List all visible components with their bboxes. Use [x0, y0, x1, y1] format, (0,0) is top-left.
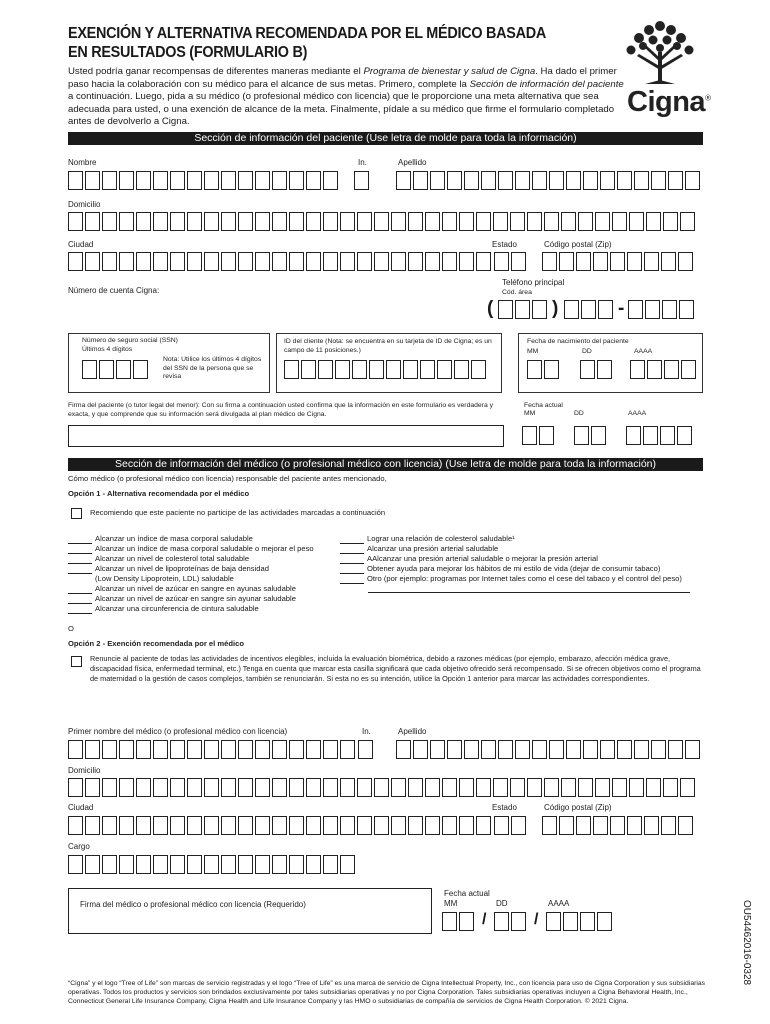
list-item[interactable]: Alcanzar una circunferencia de cintura saludable	[68, 604, 314, 614]
patient-initial-label: In.	[358, 158, 367, 167]
patient-zip-label: Código postal (Zip)	[544, 240, 612, 249]
physician-signature-field[interactable]	[68, 888, 432, 934]
option2-title: Opción 2 - Exención recomendada por el médico	[68, 639, 244, 648]
physician-address-field[interactable]	[68, 778, 697, 797]
physician-last-name-label: Apellido	[398, 727, 427, 736]
list-item[interactable]: Alcanzar un nivel de lipoproteínas de baja densidad	[68, 564, 314, 574]
option1-title: Opción 1 - Alternativa recomendada por el médico	[68, 489, 250, 498]
physician-state-label: Estado	[492, 803, 517, 812]
patient-initial-field[interactable]	[354, 171, 371, 190]
logo-wordmark: Cigna	[627, 86, 706, 118]
physician-title-label: Cargo	[68, 842, 90, 851]
dob-day-field[interactable]	[580, 360, 614, 379]
other-description-line[interactable]	[368, 592, 690, 593]
list-item[interactable]: Alcanzar un nivel de azúcar en sangre sin ayunar saludable	[68, 594, 314, 604]
list-item[interactable]: Lograr una relación de colesterol saludable¹	[340, 534, 682, 544]
physician-first-name-label: Primer nombre del médico (o profesional médico con licencia)	[68, 727, 288, 736]
dob-month-field[interactable]	[527, 360, 561, 379]
list-item[interactable]: Alcanzar un nivel de azúcar en sangre en ayunas saludable	[68, 584, 314, 594]
legal-footer: “Cigna” y el logo “Tree of Life” son marcas de servicio registradas y el logo “Tree of Life” es una marca de servicio de Cigna Intellectual Property, Inc., con licencia para uso de Cigna Corporation y sus subsidiarias operativas. Todos los productos y servicios son brindados exclusivamente por tales subsidiarias operativas y no por Cigna Corporation. Tales subsidiarias operativas incluyen a Cigna Behavioral Health, Inc., Connecticut General Life Insurance Company, Cigna Health and Life Insurance Company y las HMO o subsidiarias de compañía de servicios de Cigna Health Corporation. © 2021 Cigna.	[68, 980, 706, 1005]
patient-state-field[interactable]	[494, 252, 528, 271]
patient-zip-field[interactable]	[542, 252, 695, 271]
ssn-last4-field[interactable]	[82, 360, 150, 379]
intro-paragraph: Usted podría ganar recompensas de diferentes maneras mediante el Programa de bienestar y salud de Cigna. Ha dado el primer paso hacia la colaboración con su médico para el alcance de sus metas. Primero, complete la Sección de información del paciente a continuación. Luego, pida a su médico (o profesional médico con licencia) que le proporcione una meta alternativa que sea adecuada para usted, o una exención de alcance de la meta. Finalmente, pídale a su médico que firme el formulario completado antes de devolverlo a Cigna.	[68, 66, 624, 128]
physician-lead-text: Cómo médico (o profesional médico con licencia) responsable del paciente antes mencionado,	[68, 474, 387, 483]
physician-date-month-field[interactable]	[442, 912, 476, 931]
option1-left-list	[68, 534, 314, 614]
patient-phone-label: Teléfono principal	[502, 278, 565, 287]
client-id-field[interactable]	[284, 360, 488, 379]
patient-city-field[interactable]	[68, 252, 493, 271]
patient-first-name-field[interactable]	[68, 171, 340, 190]
patient-last-name-field[interactable]	[396, 171, 702, 190]
physician-title-field[interactable]	[68, 855, 357, 874]
dob-label: Fecha de nacimiento del paciente	[527, 338, 629, 345]
physician-zip-label: Código postal (Zip)	[544, 803, 612, 812]
patient-address-field[interactable]	[68, 212, 697, 231]
physician-zip-field[interactable]	[542, 816, 695, 835]
physician-initial-field[interactable]	[358, 740, 375, 759]
ssn-label: Número de seguro social (SSN)	[82, 337, 178, 344]
list-item[interactable]: Alcanzar una presión arterial saludable	[340, 544, 682, 554]
physician-address-label: Domicilio	[68, 766, 101, 775]
list-item[interactable]: Alcanzar un índice de masa corporal saludable o mejorar el peso	[68, 544, 314, 554]
patient-date-month-field[interactable]	[522, 426, 556, 445]
patient-date-year-field[interactable]	[626, 426, 694, 445]
physician-city-label: Ciudad	[68, 803, 94, 812]
patient-signature-text: Firma del paciente (o tutor legal del menor): Con su firma a continuación usted confirma que la información en este formulario es verdadera y exacta, y que comprende que su información será divulgada al plan médico de Cigna.	[68, 402, 494, 418]
patient-date-day-field[interactable]	[574, 426, 608, 445]
patient-address-label: Domicilio	[68, 200, 101, 209]
ssn-note: Nota: Utilice los últimos 4 dígitos del SSN de la persona que se revisa	[163, 356, 262, 381]
list-item[interactable]: Alcanzar un nivel de colesterol total saludable	[68, 554, 314, 564]
patient-date-label: Fecha actual	[524, 402, 563, 409]
list-item: (Low Density Lipoprotein, LDL) saludable	[95, 574, 234, 583]
or-separator: O	[68, 624, 74, 633]
list-item[interactable]: AAlcanzar una presión arterial saludable o mejorar la presión arterial	[340, 554, 682, 564]
physician-state-field[interactable]	[494, 816, 528, 835]
option2-checkbox[interactable]	[71, 656, 82, 667]
dob-year-field[interactable]	[630, 360, 698, 379]
patient-first-name-label: Nombre	[68, 158, 97, 167]
option2-text: Renuncie al paciente de todas las actividades de incentivos elegibles, incluida la evaluación biométrica, debido a razones médicas (por ejemplo, embarazo, afección médica grave, discapacidad física, enfermedad terminal, etc.) Tenga en cuenta que marcar esta casilla significará que cada objetivo ofrecido será recompensado. Si se ofrecen objetivos como el programa de maternidad o la gestión de casos complejos, también se renunciarán. Si esta no es su intención, utilice la Opción 1 anterior para marcar las actividades correspondientes.	[90, 654, 701, 683]
form-code: OU54462016-0328	[741, 900, 752, 986]
patient-account-label: Número de cuenta Cigna:	[68, 286, 160, 295]
list-item[interactable]: Obtener ayuda para mejorar los hábitos de mi estilo de vida (dejar de consumir tabaco)	[340, 564, 682, 574]
option1-right-list	[340, 534, 682, 584]
cigna-logo: Cigna®	[625, 18, 703, 122]
physician-initial-label: In.	[362, 727, 371, 736]
physician-date-label: Fecha actual	[444, 889, 490, 898]
patient-state-label: Estado	[492, 240, 517, 249]
list-item[interactable]: Alcanzar un índice de masa corporal saludable	[68, 534, 314, 544]
tree-of-life-icon	[625, 18, 695, 84]
physician-last-name-field[interactable]	[396, 740, 702, 759]
patient-city-label: Ciudad	[68, 240, 94, 249]
option1-checkbox-label: Recomiendo que este paciente no participe de las actividades marcadas a continuación	[90, 508, 386, 517]
client-id-label: ID del cliente (Nota: se encuentra en su tarjeta de ID de Cigna; es un campo de 11 posiciones.)	[284, 338, 492, 354]
physician-signature-label: Firma del médico o profesional médico con licencia (Requerido)	[80, 900, 306, 909]
physician-section-header: Sección de información del médico (o profesional médico con licencia) (Use letra de molde para toda la información)	[68, 458, 703, 471]
list-item[interactable]: Otro (por ejemplo: programas por Internet tales como el cese del tabaco y el control del peso)	[340, 574, 682, 584]
physician-city-field[interactable]	[68, 816, 493, 835]
physician-date-day-field[interactable]	[494, 912, 528, 931]
option1-checkbox[interactable]	[71, 508, 82, 519]
form-title: EXENCIÓN Y ALTERNATIVA RECOMENDADA POR EL MÉDICO BASADA EN RESULTADOS (FORMULARIO B)	[68, 25, 547, 61]
patient-phone-prefix-field[interactable]	[564, 300, 615, 319]
patient-phone-line-field[interactable]	[628, 300, 696, 319]
patient-last-name-label: Apellido	[398, 158, 427, 167]
physician-date-year-field[interactable]	[546, 912, 614, 931]
physician-first-name-field[interactable]	[68, 740, 357, 759]
ssn-last4-label: Últimos 4 dígitos	[82, 346, 133, 353]
patient-area-code-field[interactable]	[498, 300, 549, 319]
patient-section-header: Sección de información del paciente (Use letra de molde para toda la información)	[68, 132, 703, 145]
patient-signature-field[interactable]	[68, 425, 504, 447]
patient-area-code-label: Cód. área	[502, 289, 532, 296]
